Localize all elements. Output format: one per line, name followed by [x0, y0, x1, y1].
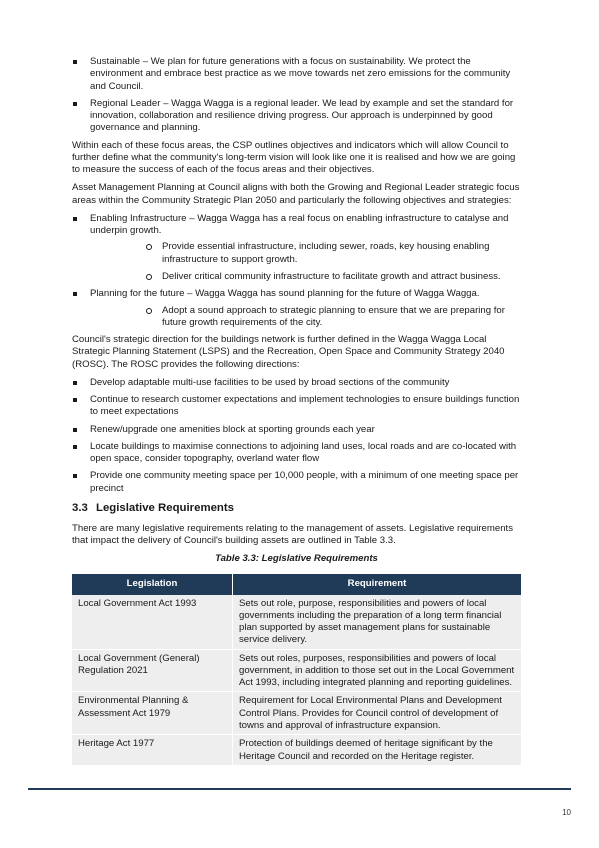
table-row — [72, 692, 521, 735]
focus-area-list — [72, 56, 521, 135]
section-title: Legislative Requirements — [96, 501, 235, 514]
list-item — [72, 213, 521, 283]
list-item: Provide one community meeting space per 10,000 people, with a minimum of one meeting space per precinct — [72, 470, 521, 495]
paragraph: Asset Management Planning at Council aligns with both the Growing and Regional Leader strategic focus areas within the Community Strategic Plan 2050 and particularly the following objectives and strategies: — [72, 182, 520, 206]
list-item: Regional Leader – Wagga Wagga is a regional leader. We lead by example and set the standard for innovation, collaboration and resilience driving progress. Our approach is underpinned by good governance and planning. — [72, 98, 521, 135]
sub-list-item: Adopt a sound approach to strategic planning to ensure that we are preparing for future growth requirements of the city. — [90, 305, 521, 330]
requirement-cell: Sets out roles, purposes, responsibilities and powers of local government, in addition to those set out in the Local Government Act 1993, including integrated planning and reporting guidelines. — [233, 650, 521, 693]
rosc-direction-list — [72, 377, 521, 495]
footer-divider — [28, 788, 571, 790]
sub-list — [90, 241, 521, 283]
list-item: Locate buildings to maximise connections to adjoining land uses, local roads and are co-located with open space, consider topography, overland water flow — [72, 441, 521, 466]
section-number: 3.3 — [72, 501, 88, 514]
list-item: Develop adaptable multi-use facilities to be used by broad sections of the community — [72, 377, 521, 389]
section-heading — [72, 501, 521, 516]
sub-list-item: Provide essential infrastructure, including sewer, roads, key housing enabling infrastructure to support growth. — [90, 241, 521, 266]
legislation-cell: Heritage Act 1977 — [72, 735, 233, 766]
sub-list-item: Deliver critical community infrastructure to facilitate growth and attract business. — [90, 271, 521, 283]
list-item: Sustainable – We plan for future generations with a focus on sustainability. We protect the environment and embrace best practice as we move towards net zero emissions for the community and Council. — [72, 56, 521, 93]
requirement-cell: Sets out role, purpose, responsibilities and powers of local governments including the preparation of a long term financial plan supported by asset management plans for sustainable service delivery. — [233, 595, 521, 650]
strategy-list — [72, 213, 521, 329]
table-header-row — [72, 574, 521, 594]
paragraph: There are many legislative requirements relating to the management of assets. Legislative requirements that impact the delivery of Council's building assets are outlined in Table 3.3. — [72, 522, 514, 546]
page-number: 10 — [562, 808, 571, 817]
list-item — [72, 288, 521, 329]
column-header-requirement: Requirement — [233, 574, 521, 594]
paragraph: Within each of these focus areas, the CSP outlines objectives and indicators which will allow Council to further define what the community's long-term vision will look like one it is realised and how we are going to measure the success of each of the focus areas and their objectives. — [72, 139, 516, 176]
table-row — [72, 650, 521, 693]
legislation-cell: Local Government (General) Regulation 2021 — [72, 650, 233, 693]
list-item: Continue to research customer expectations and implement technologies to ensure buildings function to meet expectations — [72, 394, 521, 419]
requirement-cell: Protection of buildings deemed of heritage significant by the Heritage Council and recorded on the Heritage register. — [233, 735, 521, 766]
paragraph: Council's strategic direction for the buildings network is further defined in the Wagga Wagga Local Strategic Planning Statement (LSPS) and the Recreation, Open Space and Community Strategy 2040 (ROSC). The ROSC provides the following directions: — [72, 334, 505, 370]
legislation-cell: Environmental Planning & Assessment Act 1979 — [72, 692, 233, 735]
legislative-requirements-table — [72, 574, 521, 765]
list-item: Renew/upgrade one amenities block at sporting grounds each year — [72, 424, 521, 436]
list-item-text: Enabling Infrastructure – Wagga Wagga has a real focus on enabling infrastructure to catalyse and underpin growth. — [90, 212, 509, 237]
list-item-text: Planning for the future – Wagga Wagga has sound planning for the future of Wagga Wagga. — [90, 288, 480, 300]
table-caption: Table 3.3: Legislative Requirements — [215, 553, 378, 565]
column-header-legislation: Legislation — [72, 574, 233, 594]
sub-list — [90, 305, 521, 330]
legislation-cell: Local Government Act 1993 — [72, 595, 233, 650]
table-row — [72, 595, 521, 650]
table-row — [72, 735, 521, 766]
requirement-cell: Requirement for Local Environmental Plans and Development Control Plans. Provides for Council control of development of towns and approval of infrastructure expansion. — [233, 692, 521, 735]
